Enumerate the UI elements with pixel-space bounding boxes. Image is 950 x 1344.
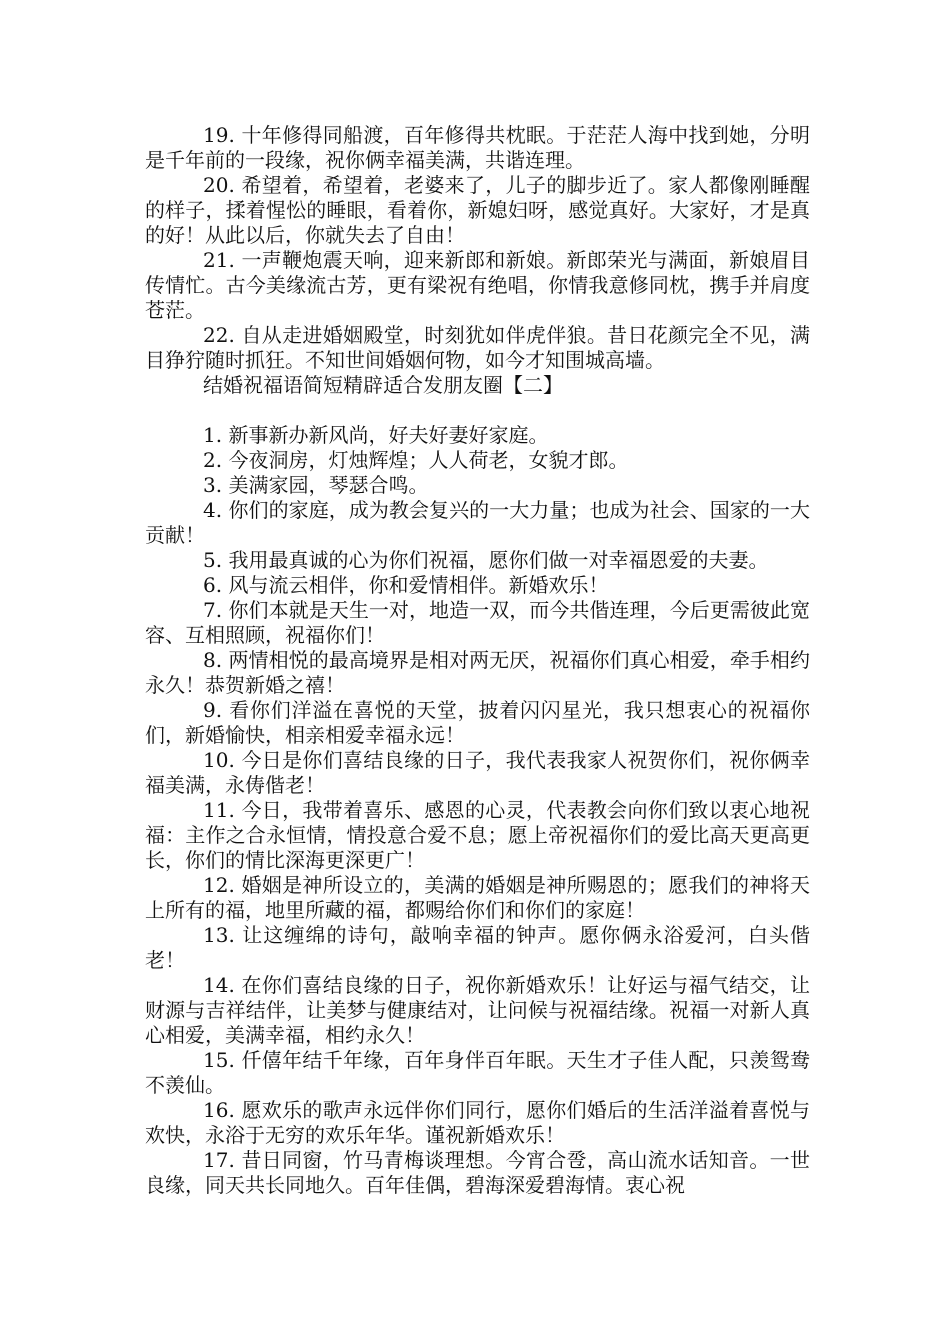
document-page [145,123,810,1198]
paragraph-22: 22. 自从走进婚姻殿堂，时刻犹如伴虎伴狼。昔日花颜完全不见，满目狰狞随时抓狂。不知世间婚姻何物，如今才知围城高墙。 [145,323,810,372]
paragraph-4: 4. 你们的家庭，成为教会复兴的一大力量；也成为社会、国家的一大贡献！ [145,498,810,547]
paragraph-19: 19. 十年修得同船渡，百年修得共枕眠。于茫茫人海中找到她，分明是千年前的一段缘，祝你俩幸福美满，共谐连理。 [145,123,810,172]
paragraph-3: 3. 美满家园，琴瑟合鸣。 [203,473,429,497]
paragraph-20: 20. 希望着，希望着，老婆来了，儿子的脚步近了。家人都像刚睡醒的样子，揉着惺忪的睡眼，看着你，新媳妇呀，感觉真好。大家好，才是真的好！从此以后，你就失去了自由！ [145,173,810,247]
blank-line [145,398,810,423]
paragraph-6: 6. 风与流云相伴，你和爱情相伴。新婚欢乐！ [203,573,609,597]
paragraph-5: 5. 我用最真诚的心为你们祝福，愿你们做一对幸福恩爱的夫妻。 [203,548,769,572]
paragraph-7: 7. 你们本就是天生一对，地造一双，而今共偕连理，今后更需彼此宽容、互相照顾，祝福你们！ [145,598,810,647]
paragraph-9: 9. 看你们洋溢在喜悦的天堂，披着闪闪星光，我只想衷心的祝福你们，新婚愉快，相亲相爱幸福永远！ [145,698,810,747]
paragraph-14: 14. 在你们喜结良缘的日子，祝你新婚欢乐！让好运与福气结交，让财源与吉祥结伴，让美梦与健康结对，让问候与祝福结缘。祝福一对新人真心相爱，美满幸福，相约永久！ [145,973,810,1047]
paragraph-8: 8. 两情相悦的最高境界是相对两无厌，祝福你们真心相爱，牵手相约永久！恭贺新婚之禧！ [145,648,810,697]
paragraph-1: 1. 新事新办新风尚，好夫好妻好家庭。 [203,423,549,447]
paragraph-11: 11. 今日，我带着喜乐、感恩的心灵，代表教会向你们致以衷心地祝福：主作之合永恒情，情投意合爱不息；愿上帝祝福你们的爱比高天更高更长，你们的情比深海更深更广！ [145,798,810,872]
paragraph-13: 13. 让这缠绵的诗句，敲响幸福的钟声。愿你俩永浴爱河，白头偕老！ [145,923,810,972]
paragraph-12: 12. 婚姻是神所设立的，美满的婚姻是神所赐恩的；愿我们的神将天上所有的福，地里所藏的福，都赐给你们和你们的家庭！ [145,873,810,922]
paragraph-21: 21. 一声鞭炮震天响，迎来新郎和新娘。新郎荣光与满面，新娘眉目传情忙。古今美缘流古芳，更有梁祝有绝唱，你情我意修同枕，携手并肩度苍茫。 [145,248,810,322]
paragraph-17: 17. 昔日同窗，竹马青梅谈理想。今宵合卺，高山流水话知音。一世良缘，同天共长同地久。百年佳偶，碧海深爱碧海情。衷心祝 [145,1148,810,1197]
section-heading: 结婚祝福语简短精辟适合发朋友圈【二】 [203,373,563,397]
paragraph-15: 15. 仟僖年结千年缘，百年身伴百年眠。天生才子佳人配，只羡鸳鸯不羡仙。 [145,1048,810,1097]
paragraph-10: 10. 今日是你们喜结良缘的日子，我代表我家人祝贺你们，祝你俩幸福美满，永俦偕老！ [145,748,810,797]
paragraph-2: 2. 今夜洞房，灯烛辉煌；人人荷老，女貌才郎。 [203,448,629,472]
paragraph-16: 16. 愿欢乐的歌声永远伴你们同行，愿你们婚后的生活洋溢着喜悦与欢快，永浴于无穷的欢乐年华。谨祝新婚欢乐！ [145,1098,810,1147]
